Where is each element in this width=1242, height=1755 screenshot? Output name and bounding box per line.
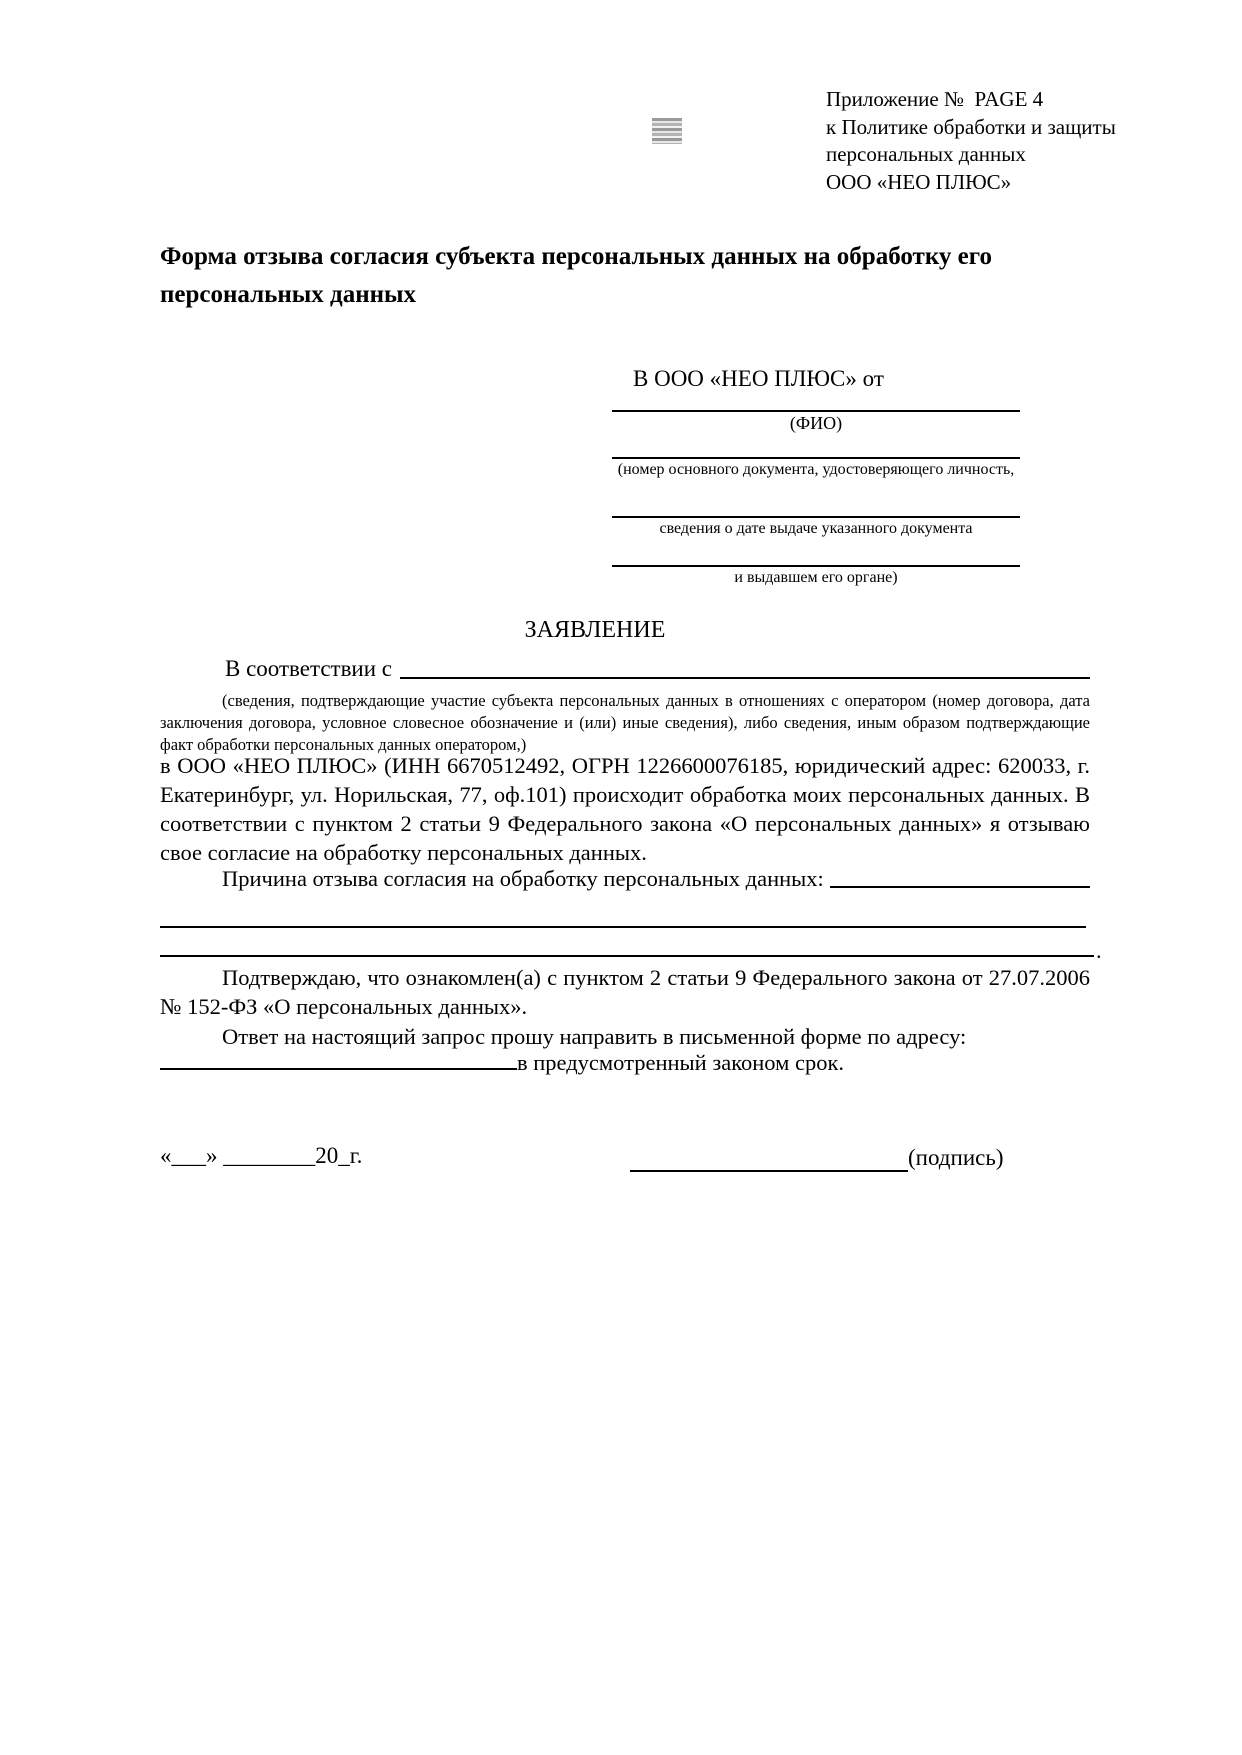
reason-blank-line-2	[160, 926, 1086, 928]
reason-blank-terminator: .	[1096, 938, 1102, 963]
reply-deadline-text: в предусмотренный законом срок.	[517, 1050, 844, 1075]
issue-date-caption: сведения о дате выдаче указанного документа	[659, 520, 973, 537]
statement-intro-blank-line	[400, 654, 1090, 679]
appendix-header-line: персональных данных	[826, 142, 1026, 166]
tiny-embedded-image	[652, 118, 682, 144]
appendix-header	[826, 86, 1116, 196]
reply-address-row	[160, 1048, 1090, 1077]
issue-date-blank-line	[612, 516, 1020, 518]
addressee-line: В ООО «НЕО ПЛЮС» от	[633, 366, 884, 391]
reason-row	[160, 864, 1090, 893]
document-number-caption: (номер основного документа, удостоверяющего личность,	[617, 461, 1015, 478]
date-blank-line: «___» ________20_г.	[160, 1143, 363, 1168]
issuing-authority-blank-line	[612, 565, 1020, 567]
reason-blank-line-3	[160, 955, 1094, 957]
statement-intro-label: В соответствии с	[225, 656, 393, 681]
reply-address-blank-line	[160, 1068, 517, 1070]
document-number-blank-line	[612, 457, 1020, 459]
fio-caption: (ФИО)	[789, 413, 843, 433]
reply-request-paragraph: Ответ на настоящий запрос прошу направить в письменной форме по адресу:	[222, 1024, 967, 1049]
reason-blank-line	[830, 864, 1090, 888]
fio-blank-line	[612, 410, 1020, 412]
statement-heading: ЗАЯВЛЕНИЕ	[524, 617, 666, 643]
statement-intro-row	[160, 654, 1090, 684]
reason-label: Причина отзыва согласия на обработку персональных данных:	[222, 866, 824, 891]
appendix-header-line: ООО «НЕО ПЛЮС»	[826, 169, 1012, 194]
statement-footnote: (сведения, подтверждающие участие субъекта персональных данных в отношениях с оператором (номер договора, дата заключения договора, условное словесное обозначение и (или) иные сведения), либо сведения, иным образом подтверждающие факт обработки персональных данных оператором,)	[160, 691, 1090, 754]
signature-caption: (подпись)	[908, 1145, 1004, 1170]
confirmation-paragraph: Подтверждаю, что ознакомлен(а) с пунктом 2 статьи 9 Федерального закона от 27.07.2006 № 152-ФЗ «О персональных данных».	[160, 965, 1090, 1019]
issuing-authority-caption: и выдавшем его органе)	[734, 569, 898, 586]
statement-body: в ООО «НЕО ПЛЮС» (ИНН 6670512492, ОГРН 1226600076185, юридический адрес: 620033, г. Екатеринбург, ул. Норильская, 77, оф.101) происходит обработка моих персональных данных. В соответствии с пунктом 2 статьи 9 Федерального закона «О персональных данных» я отзываю свое согласие на обработку персональных данных.	[160, 753, 1090, 865]
document-title: Форма отзыва согласия субъекта персональных данных на обработку его персональных данных	[160, 243, 992, 308]
appendix-header-line: Приложение № PAGE 4	[826, 87, 1044, 111]
appendix-header-line: к Политике обработки и защиты	[826, 114, 1116, 139]
signature-blank-line	[630, 1170, 908, 1172]
